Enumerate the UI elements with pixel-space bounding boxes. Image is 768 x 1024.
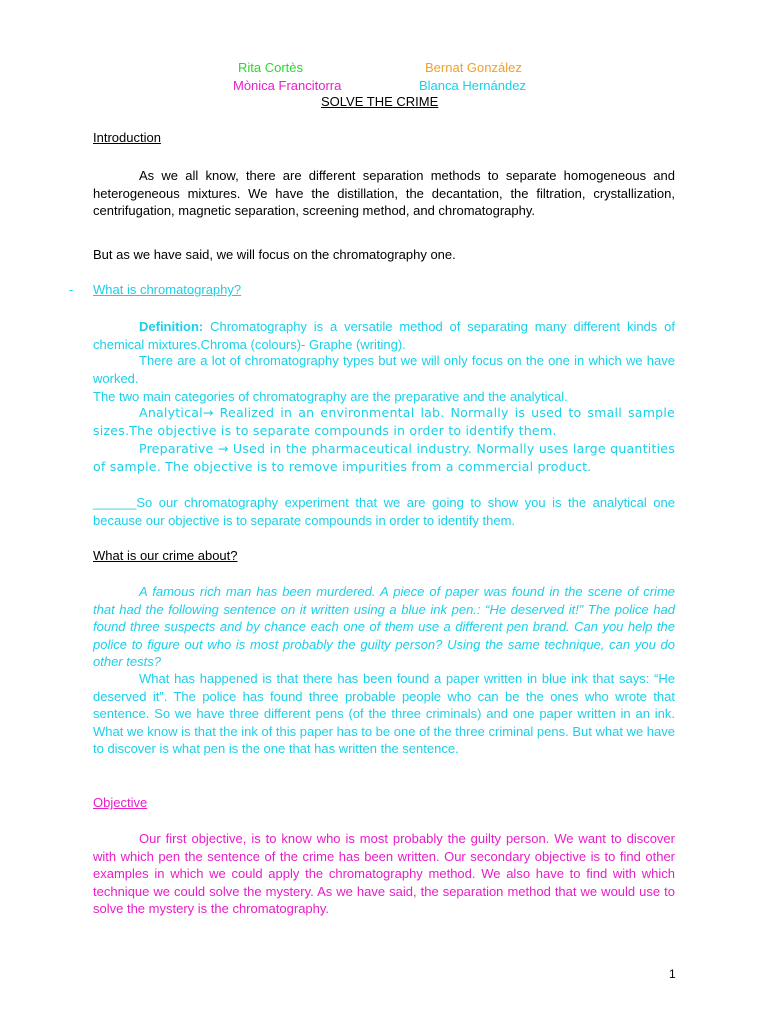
definition-text: Chromatography is a versatile method of separating many different kinds of chemical mixtures.Chroma (colours)- Graphe (writing). [93, 319, 675, 352]
author-blanca: Blanca Hernández [419, 78, 526, 93]
conclusion-paragraph [93, 494, 675, 529]
document-title: SOLVE THE CRIME [321, 94, 439, 109]
preparative-paragraph: Preparative → Used in the pharmaceutical industry. Normally uses large quantities of sample. The objective is to remove impurities from a commercial product. [93, 441, 675, 474]
crime-heading: What is our crime about? [93, 548, 238, 563]
author-bernat: Bernat González [425, 60, 522, 75]
chromatography-heading: What is chromatography? [93, 282, 242, 297]
categories-paragraph: The two main categories of chromatography are the preparative and the analytical. [93, 389, 568, 404]
author-monica: Mònica Francitorra [233, 78, 342, 93]
blank-line: ______ [93, 495, 137, 510]
objective-heading: Objective [93, 795, 148, 810]
introduction-focus: But as we have said, we will focus on the chromatography one. [93, 247, 456, 262]
chromatography-bullet: - [69, 282, 74, 297]
objective-paragraph: Our first objective, is to know who is most probably the guilty person. We want to discover with which pen the sentence of the crime has been written. Our secondary objective is to find other examples in which we could apply the chromatography method. We also have to find with which technique we could solve the mystery. As we have said, the separation method that we would use to solve the mystery is the chromatography. [93, 831, 675, 916]
crime-explanation: What has happened is that there has been found a paper written in blue ink that says: “He deserved it”. The police has found three probable people who can be the ones who wrote that sentence. So we have three different pens (of the three criminals) and one paper written in an ink. What we know is that the ink of this paper has to be one of the three criminal pens. But what we have to discover is what pen is the one that has written the sentence. [93, 671, 675, 756]
definition-label: Definition: [139, 319, 204, 334]
analytical-paragraph: Analytical→ Realized in an environmental lab. Normally is used to small sample sizes.The objective is to separate compounds in order to identify them. [93, 405, 675, 438]
page-number: 1 [669, 967, 676, 981]
definition-paragraph [93, 318, 675, 353]
crime-story: A famous rich man has been murdered. A piece of paper was found in the scene of crime that had the following sentence on it written using a blue ink pen.: “He deserved it!” The police had found three suspects and by chance each one of them use a different pen brand. Can you help the police to figure out who is most probably the guilty person? Using the same technique, can you do other tests? [93, 584, 675, 669]
types-paragraph: There are a lot of chromatography types but we will only focus on the one in which we have worked. [93, 353, 675, 386]
introduction-heading: Introduction [93, 130, 161, 145]
introduction-paragraph: As we all know, there are different separation methods to separate homogeneous and heterogeneous mixtures. We have the distillation, the decantation, the filtration, crystallization, centrifugation, magnetic separation, screening method, and chromatography. [93, 168, 675, 218]
conclusion-text: So our chromatography experiment that we are going to show you is the analytical one because our objective is to separate compounds in order to identify them. [93, 495, 675, 528]
author-rita: Rita Cortès [238, 60, 304, 75]
